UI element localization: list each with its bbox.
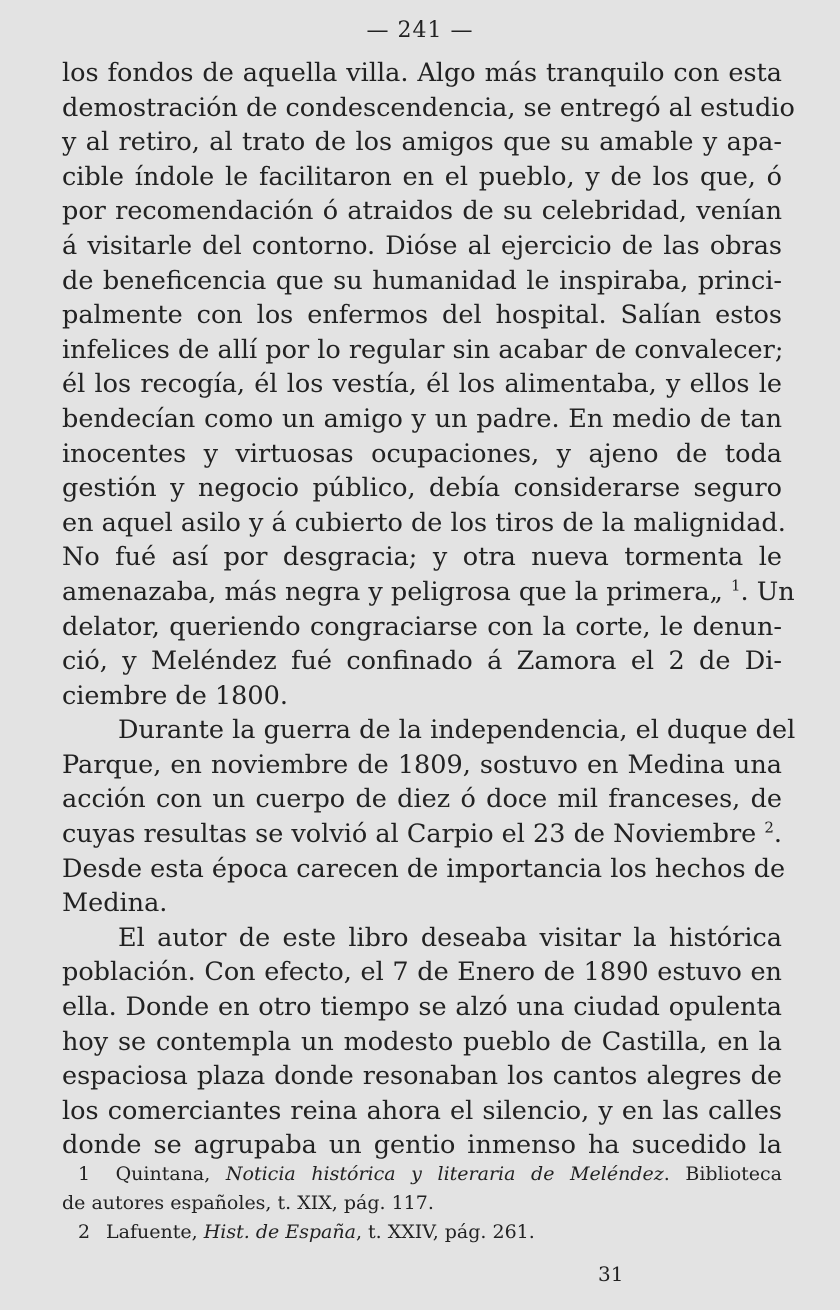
body-line: los comerciantes reina ahora el silencio, y en las calles	[62, 1095, 782, 1126]
body-line: El autor de este libro deseaba visitar la histórica	[118, 922, 782, 953]
body-text	[62, 56, 796, 1163]
body-line: acción con un cuerpo de diez ó doce mil franceses, de	[62, 784, 782, 815]
body-line: Medina.	[62, 888, 168, 919]
body-line: de beneficencia que su humanidad le inspiraba, princi-	[62, 265, 782, 296]
body-line: delator, queriendo congraciarse con la corte, le denun-	[62, 611, 782, 642]
body-line: á visitarle del contorno. Dióse al ejercicio de las obras	[62, 230, 782, 261]
footnote-details: . Biblioteca	[663, 1163, 782, 1185]
footnote-author: Quintana,	[115, 1163, 226, 1185]
body-line: cible índole le facilitaron en el pueblo, y de los que, ó	[62, 161, 782, 192]
footnote-details: , t. XXIV, pág. 261.	[355, 1221, 535, 1243]
footnote-reference-2: 2	[764, 818, 774, 837]
footnote-number: 1	[78, 1163, 91, 1185]
body-line: infelices de allí por lo regular sin acabar de convalecer;	[62, 334, 784, 365]
body-line-with-footnote	[62, 575, 795, 610]
body-line: en aquel asilo y á cubierto de los tiros de la malignidad.	[62, 507, 786, 538]
printer-signature: 31	[598, 1262, 624, 1286]
page-number: — 241 —	[366, 18, 474, 43]
body-line-tail: .	[773, 819, 782, 850]
body-line: Durante la guerra de la independencia, el duque del	[118, 715, 796, 746]
body-line-with-footnote	[62, 817, 782, 852]
body-line: los fondos de aquella villa. Algo más tranquilo con esta	[62, 58, 782, 88]
body-line: gestión y negocio público, debía considerarse seguro	[62, 473, 782, 504]
body-line: Desde esta época carecen de importancia los hechos de	[62, 853, 786, 884]
body-line: ció, y Meléndez fué confinado á Zamora el 2 de Di-	[62, 646, 782, 677]
footnote-author: Lafuente,	[106, 1221, 204, 1243]
footnotes	[62, 1160, 782, 1247]
body-line: bendecían como un amigo y un padre. En medio de tan	[62, 403, 782, 434]
body-line: donde se agrupaba un gentio inmenso ha sucedido la	[62, 1130, 782, 1161]
body-line: palmente con los enfermos del hospital. Salían estos	[62, 300, 782, 331]
footnote-number: 2	[78, 1221, 91, 1243]
body-line: No fué así por desgracia; y otra nueva tormenta le	[62, 542, 782, 573]
body-line: ella. Donde en otro tiempo se alzó una ciudad opulenta	[62, 992, 782, 1023]
footnote-1-continuation: de autores españoles, t. XIX, pág. 117.	[62, 1192, 434, 1214]
body-line-text: amenazaba, más negra y peligrosa que la primera„	[62, 576, 731, 607]
body-line: hoy se contempla un modesto pueblo de Castilla, en la	[62, 1026, 782, 1057]
footnote-2	[62, 1218, 782, 1247]
body-line: espaciosa plaza donde resonaban los cantos alegres de	[62, 1061, 782, 1092]
body-line: ciembre de 1800.	[62, 680, 288, 711]
body-line: él los recogía, él los vestía, él los alimentaba, y ellos le	[62, 369, 782, 400]
footnote-1	[62, 1160, 782, 1189]
body-line-text: cuyas resultas se volvió al Carpio el 23 de Noviembre	[62, 819, 765, 850]
footnote-title: Hist. de España	[203, 1221, 356, 1243]
footnote-reference-1: 1	[730, 576, 741, 595]
body-line: por recomendación ó atraidos de su celebridad, venían	[62, 196, 782, 227]
body-line: y al retiro, al trato de los amigos que su amable y apa-	[62, 127, 782, 158]
body-line-tail: . Un	[740, 576, 795, 607]
body-line: inocentes y virtuosas ocupaciones, y ajeno de toda	[62, 438, 782, 469]
body-line: demostración de condescendencia, se entregó al estudio	[62, 92, 795, 123]
footnote-title: Noticia histórica y literaria de Meléndez	[225, 1163, 664, 1185]
body-line: Parque, en noviembre de 1809, sostuvo en Medina una	[62, 749, 782, 780]
body-line: población. Con efecto, el 7 de Enero de 1890 estuvo en	[62, 957, 782, 988]
